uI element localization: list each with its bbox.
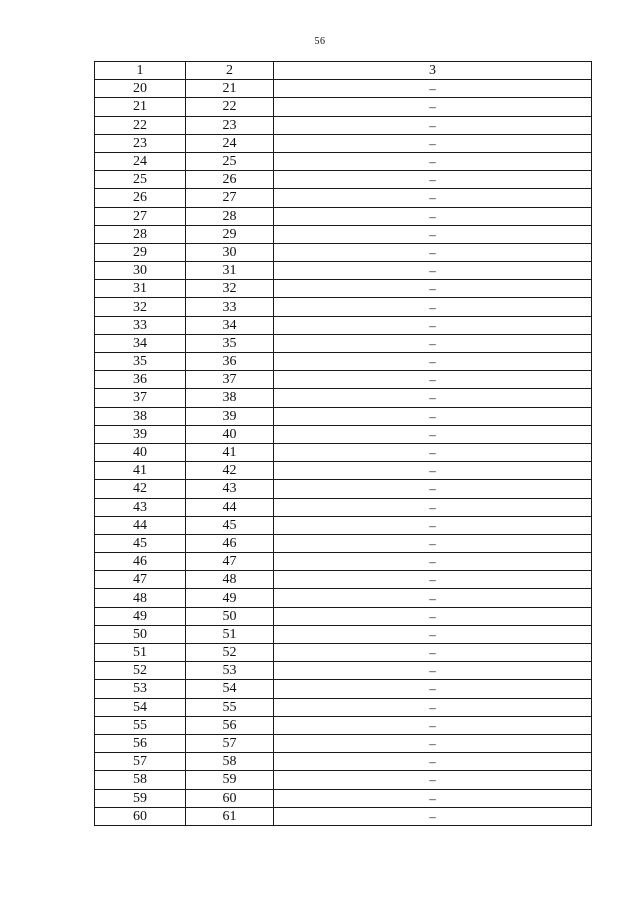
table-cell-col-1: 56 bbox=[95, 734, 186, 752]
table-cell-col-2: 51 bbox=[186, 625, 274, 643]
table-cell-col-1: 57 bbox=[95, 753, 186, 771]
table-row bbox=[95, 607, 592, 625]
table-row bbox=[95, 734, 592, 752]
table-cell-col-3: – bbox=[274, 789, 592, 807]
table-cell-col-3: – bbox=[274, 98, 592, 116]
table-row bbox=[95, 553, 592, 571]
table-row bbox=[95, 262, 592, 280]
table-cell-col-2: 35 bbox=[186, 334, 274, 352]
table-row bbox=[95, 407, 592, 425]
table-cell-col-1: 26 bbox=[95, 189, 186, 207]
table-row bbox=[95, 171, 592, 189]
table-cell-col-2: 61 bbox=[186, 807, 274, 825]
table-cell-col-3: – bbox=[274, 298, 592, 316]
table-cell-col-3: – bbox=[274, 353, 592, 371]
table-cell-col-3: – bbox=[274, 734, 592, 752]
table-cell-col-1: 51 bbox=[95, 644, 186, 662]
table-cell-col-2: 34 bbox=[186, 316, 274, 334]
table-cell-col-3: – bbox=[274, 171, 592, 189]
table-cell-col-1: 24 bbox=[95, 152, 186, 170]
table-row bbox=[95, 789, 592, 807]
table-cell-col-3: – bbox=[274, 771, 592, 789]
page-number: 56 bbox=[314, 36, 326, 47]
table-header-row bbox=[95, 62, 592, 80]
table-cell-col-1: 34 bbox=[95, 334, 186, 352]
table-row bbox=[95, 534, 592, 552]
table-cell-col-1: 20 bbox=[95, 80, 186, 98]
table-cell-col-3: – bbox=[274, 425, 592, 443]
table-cell-col-3: – bbox=[274, 571, 592, 589]
table-cell-col-3: – bbox=[274, 589, 592, 607]
table-row bbox=[95, 298, 592, 316]
table-cell-col-2: 49 bbox=[186, 589, 274, 607]
table-cell-col-1: 35 bbox=[95, 353, 186, 371]
table-row bbox=[95, 243, 592, 261]
table-cell-col-3: – bbox=[274, 625, 592, 643]
column-header-3: 3 bbox=[274, 62, 592, 80]
table-cell-col-3: – bbox=[274, 243, 592, 261]
table-cell-col-2: 26 bbox=[186, 171, 274, 189]
table-cell-col-1: 48 bbox=[95, 589, 186, 607]
table-cell-col-2: 30 bbox=[186, 243, 274, 261]
table-cell-col-1: 54 bbox=[95, 698, 186, 716]
table-row bbox=[95, 680, 592, 698]
table-cell-col-1: 44 bbox=[95, 516, 186, 534]
table-cell-col-3: – bbox=[274, 134, 592, 152]
table-cell-col-1: 59 bbox=[95, 789, 186, 807]
table-cell-col-2: 24 bbox=[186, 134, 274, 152]
table-cell-col-2: 29 bbox=[186, 225, 274, 243]
table-row bbox=[95, 134, 592, 152]
table-cell-col-2: 33 bbox=[186, 298, 274, 316]
table-row bbox=[95, 207, 592, 225]
table-cell-col-1: 41 bbox=[95, 462, 186, 480]
table-cell-col-3: – bbox=[274, 498, 592, 516]
table-row bbox=[95, 498, 592, 516]
table-cell-col-2: 53 bbox=[186, 662, 274, 680]
table-cell-col-1: 30 bbox=[95, 262, 186, 280]
table-row bbox=[95, 753, 592, 771]
table-cell-col-1: 40 bbox=[95, 443, 186, 461]
table-cell-col-3: – bbox=[274, 534, 592, 552]
table-row bbox=[95, 425, 592, 443]
table-cell-col-3: – bbox=[274, 753, 592, 771]
table-cell-col-2: 23 bbox=[186, 116, 274, 134]
table-cell-col-3: – bbox=[274, 443, 592, 461]
table-cell-col-1: 33 bbox=[95, 316, 186, 334]
column-header-2: 2 bbox=[186, 62, 274, 80]
column-header-1: 1 bbox=[95, 62, 186, 80]
table-row bbox=[95, 98, 592, 116]
table-cell-col-3: – bbox=[274, 516, 592, 534]
table-cell-col-3: – bbox=[274, 716, 592, 734]
table-row bbox=[95, 389, 592, 407]
table-cell-col-3: – bbox=[274, 225, 592, 243]
table-cell-col-2: 52 bbox=[186, 644, 274, 662]
table-cell-col-2: 42 bbox=[186, 462, 274, 480]
table-cell-col-1: 36 bbox=[95, 371, 186, 389]
table-cell-col-2: 56 bbox=[186, 716, 274, 734]
table-cell-col-2: 44 bbox=[186, 498, 274, 516]
table-cell-col-3: – bbox=[274, 644, 592, 662]
table-cell-col-1: 43 bbox=[95, 498, 186, 516]
table-row bbox=[95, 152, 592, 170]
table-cell-col-1: 23 bbox=[95, 134, 186, 152]
table-cell-col-2: 59 bbox=[186, 771, 274, 789]
table-cell-col-3: – bbox=[274, 807, 592, 825]
table-cell-col-2: 37 bbox=[186, 371, 274, 389]
table-cell-col-2: 55 bbox=[186, 698, 274, 716]
table-cell-col-1: 29 bbox=[95, 243, 186, 261]
table-cell-col-2: 21 bbox=[186, 80, 274, 98]
table-cell-col-2: 58 bbox=[186, 753, 274, 771]
table-row bbox=[95, 371, 592, 389]
table-cell-col-1: 50 bbox=[95, 625, 186, 643]
table-row bbox=[95, 480, 592, 498]
table-cell-col-2: 50 bbox=[186, 607, 274, 625]
table-cell-col-2: 47 bbox=[186, 553, 274, 571]
table-cell-col-2: 39 bbox=[186, 407, 274, 425]
table-cell-col-1: 21 bbox=[95, 98, 186, 116]
table-cell-col-3: – bbox=[274, 116, 592, 134]
table-cell-col-2: 54 bbox=[186, 680, 274, 698]
table-cell-col-3: – bbox=[274, 316, 592, 334]
table-cell-col-1: 28 bbox=[95, 225, 186, 243]
table-cell-col-3: – bbox=[274, 371, 592, 389]
table-row bbox=[95, 589, 592, 607]
table-cell-col-3: – bbox=[274, 553, 592, 571]
table-cell-col-1: 53 bbox=[95, 680, 186, 698]
table-cell-col-2: 41 bbox=[186, 443, 274, 461]
table-cell-col-1: 49 bbox=[95, 607, 186, 625]
table-cell-col-3: – bbox=[274, 280, 592, 298]
table-row bbox=[95, 316, 592, 334]
table-cell-col-1: 25 bbox=[95, 171, 186, 189]
table-cell-col-2: 57 bbox=[186, 734, 274, 752]
table-row bbox=[95, 625, 592, 643]
table-row bbox=[95, 771, 592, 789]
data-table bbox=[94, 61, 592, 826]
table-cell-col-3: – bbox=[274, 407, 592, 425]
table-cell-col-1: 42 bbox=[95, 480, 186, 498]
table-row bbox=[95, 716, 592, 734]
table-cell-col-3: – bbox=[274, 662, 592, 680]
table-cell-col-2: 43 bbox=[186, 480, 274, 498]
table-cell-col-1: 58 bbox=[95, 771, 186, 789]
table-cell-col-2: 38 bbox=[186, 389, 274, 407]
table-cell-col-3: – bbox=[274, 262, 592, 280]
table-row bbox=[95, 644, 592, 662]
table-cell-col-2: 45 bbox=[186, 516, 274, 534]
table-row bbox=[95, 462, 592, 480]
table-cell-col-1: 31 bbox=[95, 280, 186, 298]
table-cell-col-1: 55 bbox=[95, 716, 186, 734]
table-cell-col-2: 46 bbox=[186, 534, 274, 552]
table-row bbox=[95, 443, 592, 461]
table-cell-col-2: 27 bbox=[186, 189, 274, 207]
table-cell-col-2: 48 bbox=[186, 571, 274, 589]
table-row bbox=[95, 807, 592, 825]
table-row bbox=[95, 334, 592, 352]
table-cell-col-1: 60 bbox=[95, 807, 186, 825]
table-cell-col-3: – bbox=[274, 698, 592, 716]
table-cell-col-2: 31 bbox=[186, 262, 274, 280]
table-cell-col-2: 40 bbox=[186, 425, 274, 443]
table-cell-col-1: 27 bbox=[95, 207, 186, 225]
table-cell-col-3: – bbox=[274, 680, 592, 698]
table-cell-col-1: 47 bbox=[95, 571, 186, 589]
table-row bbox=[95, 225, 592, 243]
table-cell-col-3: – bbox=[274, 152, 592, 170]
table-cell-col-3: – bbox=[274, 389, 592, 407]
table-cell-col-1: 37 bbox=[95, 389, 186, 407]
table-cell-col-2: 36 bbox=[186, 353, 274, 371]
table-cell-col-1: 22 bbox=[95, 116, 186, 134]
table-cell-col-1: 39 bbox=[95, 425, 186, 443]
table-cell-col-1: 45 bbox=[95, 534, 186, 552]
table-row bbox=[95, 662, 592, 680]
data-table-container bbox=[94, 61, 591, 826]
table-cell-col-3: – bbox=[274, 334, 592, 352]
table-cell-col-2: 22 bbox=[186, 98, 274, 116]
table-row bbox=[95, 698, 592, 716]
table-cell-col-3: – bbox=[274, 607, 592, 625]
table-cell-col-2: 32 bbox=[186, 280, 274, 298]
table-cell-col-3: – bbox=[274, 189, 592, 207]
table-cell-col-1: 46 bbox=[95, 553, 186, 571]
table-row bbox=[95, 571, 592, 589]
table-cell-col-3: – bbox=[274, 80, 592, 98]
table-cell-col-1: 52 bbox=[95, 662, 186, 680]
table-row bbox=[95, 116, 592, 134]
table-row bbox=[95, 353, 592, 371]
table-cell-col-2: 28 bbox=[186, 207, 274, 225]
table-cell-col-2: 25 bbox=[186, 152, 274, 170]
table-row bbox=[95, 189, 592, 207]
table-row bbox=[95, 516, 592, 534]
table-cell-col-1: 32 bbox=[95, 298, 186, 316]
table-row bbox=[95, 280, 592, 298]
table-cell-col-3: – bbox=[274, 462, 592, 480]
table-cell-col-1: 38 bbox=[95, 407, 186, 425]
table-cell-col-3: – bbox=[274, 480, 592, 498]
table-cell-col-2: 60 bbox=[186, 789, 274, 807]
table-body bbox=[95, 80, 592, 826]
table-cell-col-3: – bbox=[274, 207, 592, 225]
table-row bbox=[95, 80, 592, 98]
